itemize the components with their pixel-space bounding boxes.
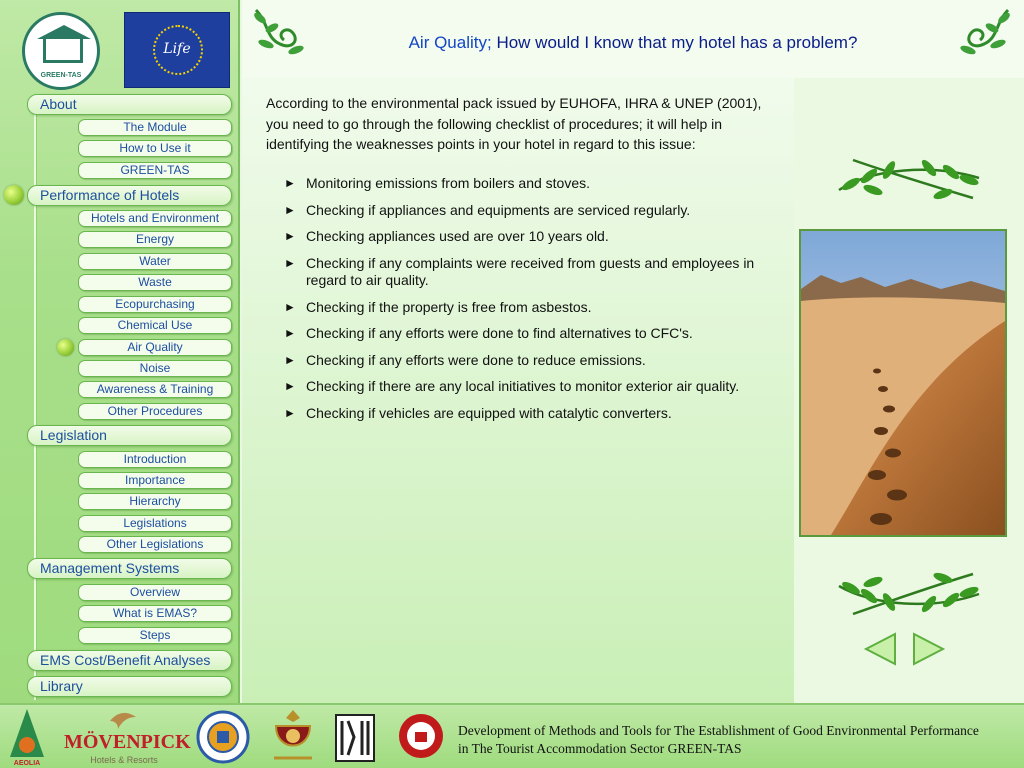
nav-section-management-systems[interactable]: Management Systems: [27, 558, 232, 579]
nav-item-legislations[interactable]: Legislations: [78, 515, 232, 532]
nav-item-the-module[interactable]: The Module: [78, 119, 232, 136]
nav-item-hotels-and-environment[interactable]: Hotels and Environment: [78, 210, 232, 227]
checklist-item: [284, 299, 779, 317]
nav-item-how-to-use[interactable]: How to Use it: [78, 140, 232, 157]
bullet-arrow-icon: ►: [284, 202, 296, 217]
page-title-topic: Air Quality;: [408, 33, 492, 52]
active-item-indicator-icon: [57, 339, 74, 356]
green-tas-logo-text: GREEN-TAS: [40, 72, 82, 79]
jordan-coat-of-arms-logo: [270, 708, 316, 766]
checklist-item-text: Checking if any efforts were done to find alternatives to CFC's.: [306, 325, 693, 341]
checklist-item-text: Checking if there are any local initiatives to monitor exterior air quality.: [306, 378, 740, 394]
page-header: [242, 0, 1024, 78]
footer-line-2: in The Tourist Accommodation Sector GREEN-TAS: [458, 741, 742, 756]
sidebar: [0, 0, 240, 703]
checklist-item-text: Checking if the property is free from asbestos.: [306, 298, 592, 315]
aeolia-logo-text: AEOLIA: [13, 760, 41, 767]
checklist-item-text: Checking if vehicles are equipped with catalytic converters.: [306, 404, 672, 421]
nav-section-legislation[interactable]: Legislation: [27, 425, 232, 446]
page-title: [242, 33, 1024, 53]
checklist-item: [284, 325, 779, 343]
checklist-item: [284, 405, 779, 423]
next-page-arrow-icon[interactable]: [910, 631, 946, 667]
checklist-item-text: Checking if appliances and equipments are serviced regularly.: [306, 201, 691, 218]
bullet-arrow-icon: ►: [284, 326, 296, 340]
nav-item-energy[interactable]: Energy: [78, 231, 232, 248]
eu-life-logo: [124, 12, 230, 88]
nav-section-ems-cost-benefit[interactable]: EMS Cost/Benefit Analyses: [27, 650, 232, 671]
eu-life-logo-text: Life: [163, 41, 191, 57]
bullet-arrow-icon: ►: [284, 379, 296, 393]
active-section-indicator-icon: [4, 185, 24, 205]
bullet-arrow-icon: ►: [284, 299, 296, 314]
checklist-item-text: Checking if any efforts were done to reduce emissions.: [306, 351, 646, 368]
movenpick-logo: [64, 707, 191, 767]
checklist-item-text: Checking if any complaints were received from guests and employees in regard to air quality.: [306, 254, 755, 288]
checklist-item: [284, 202, 779, 220]
checklist-item: [284, 175, 779, 193]
checklist-item: [284, 352, 779, 370]
nav-item-awareness-training[interactable]: Awareness & Training: [78, 381, 232, 398]
checklist-item: [284, 378, 779, 396]
olive-branch-top-icon: [833, 150, 985, 206]
bullet-arrow-icon: ►: [284, 405, 296, 420]
bird-icon: [108, 709, 138, 731]
main-content: [242, 78, 794, 703]
previous-page-arrow-icon[interactable]: [863, 631, 899, 667]
nav-item-noise[interactable]: Noise: [78, 360, 232, 377]
olive-branch-bottom-icon: [833, 566, 985, 622]
footer-line-1: Development of Methods and Tools for The Establishment of Good Environmental Performance: [458, 723, 979, 738]
house-icon: [43, 37, 83, 63]
aeolia-logo: [6, 707, 48, 767]
desert-footprints-photo: [799, 229, 1007, 537]
nav-item-steps[interactable]: Steps: [78, 627, 232, 644]
nav-item-overview[interactable]: Overview: [78, 584, 232, 601]
checklist-item: [284, 228, 779, 246]
cultural-emblem-logo: [334, 713, 376, 763]
footer-project-description: [458, 722, 1018, 758]
nav-item-ecopurchasing[interactable]: Ecopurchasing: [78, 296, 232, 313]
nav-section-library[interactable]: Library: [27, 676, 232, 697]
footer: [0, 703, 1024, 768]
nav-item-green-tas[interactable]: GREEN-TAS: [78, 162, 232, 179]
nav-item-air-quality[interactable]: Air Quality: [78, 339, 232, 356]
checklist: [284, 175, 779, 431]
nav-item-introduction[interactable]: Introduction: [78, 451, 232, 468]
nav-section-performance-of-hotels[interactable]: Performance of Hotels: [27, 185, 232, 206]
movenpick-logo-text: MÖVENPICK: [64, 731, 191, 753]
ministry-seal-logo: [398, 710, 444, 764]
checklist-item-text: Checking appliances used are over 10 years old.: [306, 228, 609, 244]
green-tas-logo: [22, 12, 100, 90]
nav-item-other-procedures[interactable]: Other Procedures: [78, 403, 232, 420]
nav-item-waste[interactable]: Waste: [78, 274, 232, 291]
bullet-arrow-icon: ►: [284, 255, 296, 270]
movenpick-logo-subtext: Hotels & Resorts: [90, 755, 158, 765]
nav-item-water[interactable]: Water: [78, 253, 232, 270]
page-title-question: How would I know that my hotel has a problem?: [491, 33, 858, 52]
bullet-arrow-icon: ►: [284, 176, 296, 190]
bullet-arrow-icon: ►: [284, 352, 296, 367]
nav-item-what-is-emas[interactable]: What is EMAS?: [78, 605, 232, 622]
vine-ornament-right-icon: [954, 4, 1018, 64]
university-seal-logo: [196, 710, 250, 764]
nav-item-chemical-use[interactable]: Chemical Use: [78, 317, 232, 334]
intro-paragraph: According to the environmental pack issued by EUHOFA, IHRA & UNEP (2001), you need to go through the following checklist of procedures; it will help in identifying the weaknesses points in your hotel in regard to this issue:: [266, 95, 762, 152]
bullet-arrow-icon: ►: [284, 229, 296, 243]
nav-item-importance[interactable]: Importance: [78, 472, 232, 489]
nav-item-other-legislations[interactable]: Other Legislations: [78, 536, 232, 553]
checklist-item: [284, 255, 779, 290]
nav-section-about[interactable]: About: [27, 94, 232, 115]
checklist-item-text: Monitoring emissions from boilers and stoves.: [306, 175, 591, 191]
nav-item-hierarchy[interactable]: Hierarchy: [78, 493, 232, 510]
